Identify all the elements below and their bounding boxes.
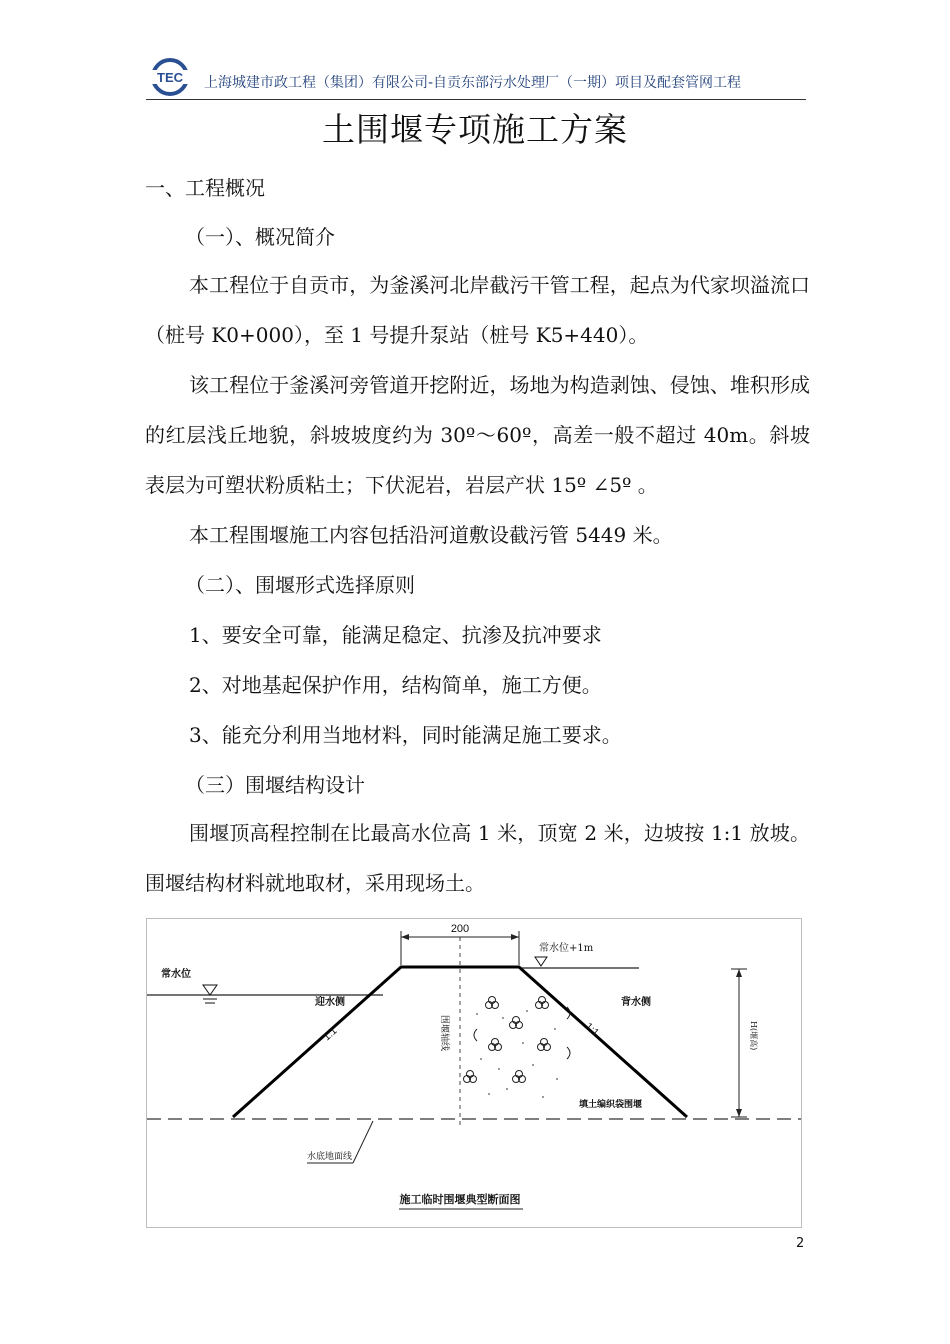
header-company-line: 上海城建市政工程（集团）有限公司-自贡东部污水处理厂（一期）项目及配套管网工程 [204,75,742,91]
paragraph-structure-design: 围堰顶高程控制在比最高水位高 1 米，顶宽 2 米，边坡按 1:1 放坡。围堰结构材料就地取材，采用现场土。 [145,821,810,895]
header-divider [146,99,806,100]
paragraph-scope: 本工程围堰施工内容包括沿河道敷设截污管 5449 米。 [189,523,673,547]
downstream-label: 背水侧 [621,997,651,1008]
subsection-heading-structure: （三）围堰结构设计 [185,773,365,797]
page-header [148,56,808,98]
list-item: 3、能充分利用当地材料，同时能满足施工要求。 [189,723,622,747]
upstream-label: 迎水侧 [315,997,345,1008]
paragraph-site-terrain: 该工程位于釜溪河旁管道开挖附近，场地为构造剥蚀、侵蚀、堆积形成的红层浅丘地貌，斜坡坡度约为 30º～60º，高差一般不超过 40m。斜坡表层为可塑状粉质粘土；下伏泥岩，岩层产状 15º ∠5º 。 [145,373,810,497]
page-title: 土围堰专项施工方案 [322,110,628,149]
cofferdam-section-drawing [147,919,801,1227]
high-water-icon [535,957,547,966]
fill-material-label: 填土编织袋围堰 [579,1100,643,1110]
riverbed-label: 水底地面线 [307,1152,353,1162]
water-level-icon [203,985,217,995]
slope-right-label: 1:1 [582,1021,601,1039]
water-level-label: 常水位 [161,969,191,980]
figure-caption: 施工临时围堰典型断面图 [399,1193,521,1206]
page-number: 2 [796,1236,805,1251]
axis-label: 围堰轴线 [439,1015,449,1052]
cofferdam-section-figure [146,918,802,1228]
paragraph-project-location: 本工程位于自贡市，为釜溪河北岸截污干管工程，起点为代家坝溢流口（桩号 K0+000），至 1 号提升泵站（桩号 K5+440）。 [145,273,810,347]
list-item: 1、要安全可靠，能满足稳定、抗渗及抗冲要求 [189,623,602,647]
height-label: H(堰高) [749,1021,758,1051]
list-item: 2、对地基起保护作用，结构简单，施工方便。 [189,673,602,697]
slope-left-label: 1:1 [321,1025,340,1044]
top-width-label: 200 [450,923,470,935]
subsection-heading-principles: （二）、围堰形式选择原则 [185,573,415,597]
logo-text: TEC [157,70,183,85]
company-logo [148,56,192,98]
sandbag-fill-pattern [464,997,571,1083]
subsection-heading-summary: （一）、概况简介 [185,225,335,249]
section-heading-overview: 一、工程概况 [145,176,265,200]
high-water-label: 常水位+1m [539,943,594,954]
